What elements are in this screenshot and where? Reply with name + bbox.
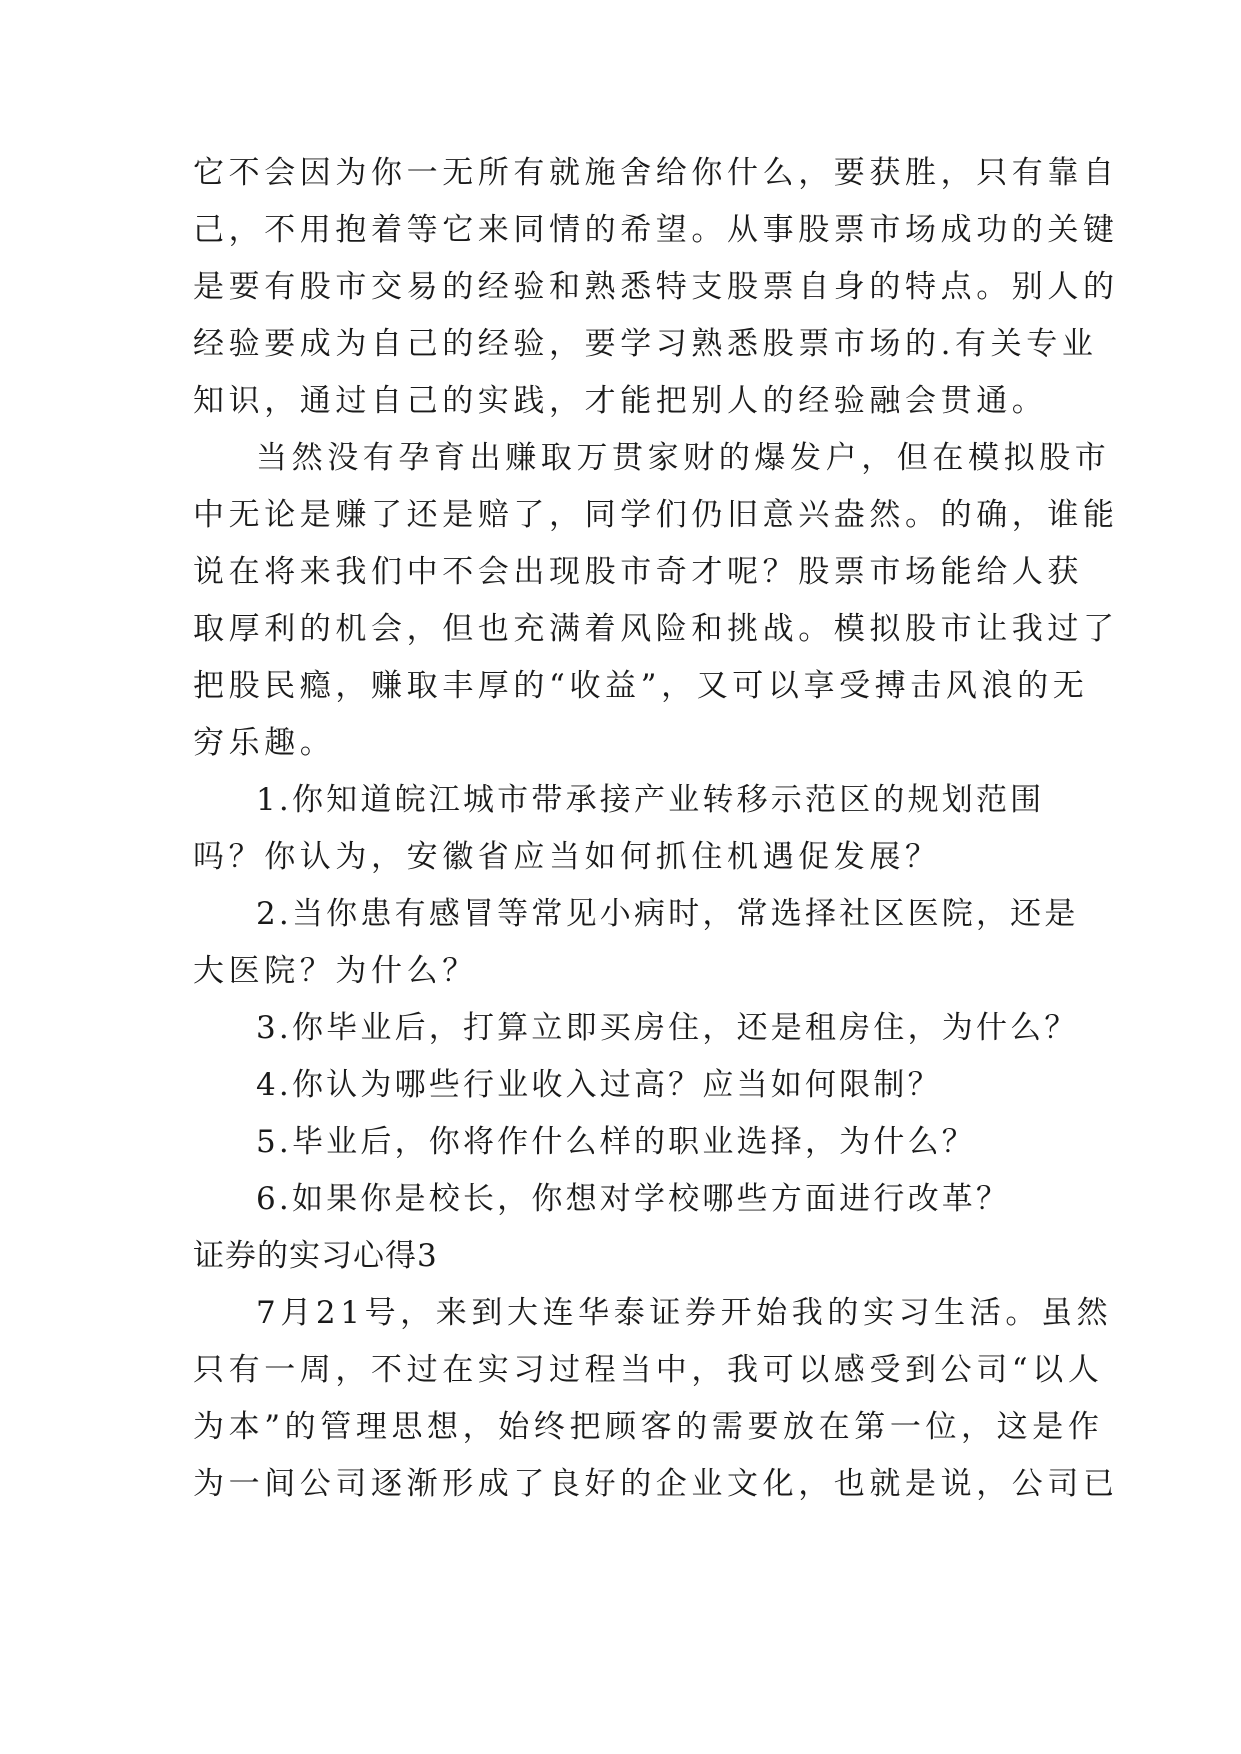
paragraph-3-line-4: 为一间公司逐渐形成了良好的企业文化，也就是说，公司已 [193,1466,1119,1502]
paragraph-3-line-2: 只有一周，不过在实习过程当中，我可以感受到公司“以人 [193,1352,1104,1388]
paragraph-2-line-3: 说在将来我们中不会出现股市奇才呢？股票市场能给人获 [193,554,1083,590]
paragraph-1-line-2: 己，不用抱着等它来同情的希望。从事股票市场成功的关键 [193,212,1119,248]
paragraph-1-line-5: 知识，通过自己的实践，才能把别人的经验融会贯通。 [193,383,1048,419]
paragraph-1-line-4: 经验要成为自己的经验，要学习熟悉股票市场的.有关专业 [193,326,1098,362]
question-2-line-1: 2.当你患有感冒等常见小病时，常选择社区医院，还是 [256,896,1079,932]
paragraph-1-line-3: 是要有股市交易的经验和熟悉特支股票自身的特点。别人的 [193,269,1119,305]
paragraph-2-line-6: 穷乐趣。 [193,725,336,761]
paragraph-2-line-2: 中无论是赚了还是赔了，同学们仍旧意兴盎然。的确，谁能 [193,497,1119,533]
paragraph-3-line-1: 7月21号，来到大连华泰证券开始我的实习生活。虽然 [256,1295,1113,1331]
paragraph-3-line-3: 为本”的管理思想，始终把顾客的需要放在第一位，这是作 [193,1409,1104,1445]
paragraph-1-line-1: 它不会因为你一无所有就施舍给你什么，要获胜，只有靠自 [193,155,1119,191]
question-4: 4.你认为哪些行业收入过高？应当如何限制？ [256,1067,942,1103]
paragraph-2-line-1: 当然没有孕育出赚取万贯家财的爆发户，但在模拟股市 [256,440,1111,476]
paragraph-2-line-4: 取厚利的机会，但也充满着风险和挑战。模拟股市让我过了 [193,611,1119,647]
section-heading: 证券的实习心得3 [193,1238,438,1274]
question-5: 5.毕业后，你将作什么样的职业选择，为什么？ [256,1124,976,1160]
paragraph-2-line-5: 把股民瘾，赚取丰厚的“收益”，又可以享受搏击风浪的无 [193,668,1089,704]
question-2-line-2: 大医院？为什么？ [193,953,478,989]
question-6: 6.如果你是校长，你想对学校哪些方面进行改革？ [256,1181,1011,1217]
question-3: 3.你毕业后，打算立即买房住，还是租房住，为什么？ [256,1010,1079,1046]
question-1-line-1: 1.你知道皖江城市带承接产业转移示范区的规划范围 [256,782,1045,818]
question-1-line-2: 吗？你认为，安徽省应当如何抓住机遇促发展？ [193,839,941,875]
